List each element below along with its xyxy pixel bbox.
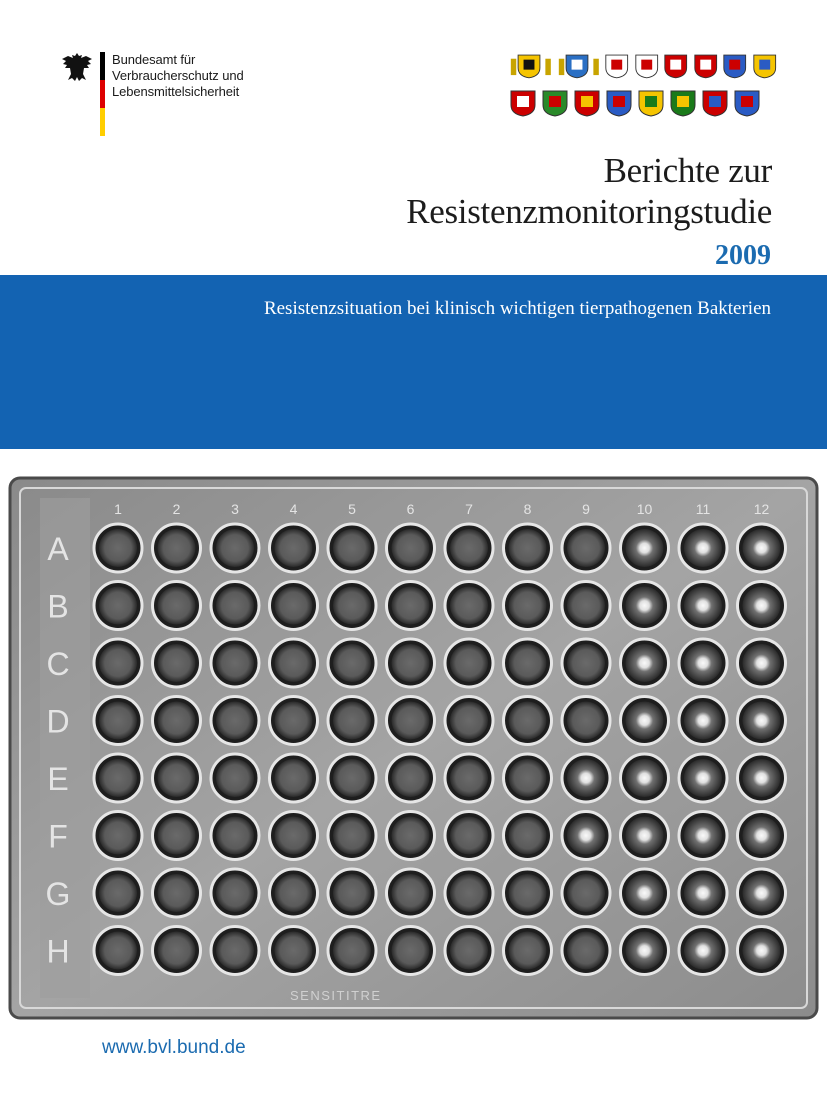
brandenburg-crest-icon xyxy=(634,52,659,80)
plate-well xyxy=(621,697,669,745)
plate-column-label: 4 xyxy=(289,501,298,517)
plate-well xyxy=(387,524,435,572)
plate-column-label: 9 xyxy=(582,501,590,517)
plate-well xyxy=(328,582,376,630)
sachsen-crest-icon xyxy=(637,89,665,117)
agency-name-line: Bundesamt für xyxy=(112,52,196,67)
plate-row-label: E xyxy=(47,761,69,797)
plate-well xyxy=(94,524,142,572)
plate-row-label: F xyxy=(48,818,68,855)
plate-well xyxy=(94,582,142,630)
plate-well xyxy=(211,927,259,975)
agency-name-line: Lebensmittelsicherheit xyxy=(112,84,240,99)
plate-well xyxy=(211,812,259,860)
plate-well xyxy=(211,639,259,687)
plate-well xyxy=(211,697,259,745)
plate-well xyxy=(621,927,669,975)
plate-well xyxy=(562,639,610,687)
plate-well xyxy=(738,697,786,745)
plate-well xyxy=(504,927,552,975)
plate-well xyxy=(738,582,786,630)
hamburg-crest-icon xyxy=(693,52,718,80)
report-subtitle: Resistenzsituation bei klinisch wichtigen tierpathogenen Bakterien xyxy=(263,298,771,319)
plate-well xyxy=(445,697,493,745)
plate-well xyxy=(94,812,142,860)
plate-well xyxy=(153,639,201,687)
plate-row-label: G xyxy=(45,876,71,912)
plate-well xyxy=(738,812,786,860)
plate-column-label: 10 xyxy=(636,501,653,517)
plate-well xyxy=(738,639,786,687)
plate-well xyxy=(445,639,493,687)
baden-wuerttemberg-crest-icon xyxy=(509,52,553,80)
plate-well xyxy=(679,582,727,630)
plate-well xyxy=(504,639,552,687)
plate-well xyxy=(270,927,318,975)
sachsen-anhalt-crest-icon xyxy=(669,89,697,117)
plate-well xyxy=(94,754,142,802)
plate-well xyxy=(445,927,493,975)
plate-well xyxy=(270,869,318,917)
microplate-svg xyxy=(0,470,827,1020)
plate-well xyxy=(211,869,259,917)
plate-well xyxy=(504,697,552,745)
bayern-crest-icon xyxy=(557,52,601,80)
plate-column-label: 7 xyxy=(465,501,473,517)
plate-row-label: H xyxy=(46,933,70,970)
report-year: 2009 xyxy=(715,240,771,271)
plate-well xyxy=(94,927,142,975)
plate-well xyxy=(387,927,435,975)
plate-well xyxy=(153,582,201,630)
plate-well xyxy=(679,754,727,802)
plate-column-label: 12 xyxy=(753,501,770,517)
plate-well xyxy=(738,524,786,572)
plate-well xyxy=(153,812,201,860)
plate-well xyxy=(270,582,318,630)
plate-column-label: 8 xyxy=(523,501,532,517)
plate-well xyxy=(679,639,727,687)
plate-well xyxy=(387,582,435,630)
plate-well xyxy=(445,869,493,917)
plate-well xyxy=(562,754,610,802)
mecklenburg-vorpommern-crest-icon xyxy=(752,52,777,80)
plate-well xyxy=(328,927,376,975)
plate-well xyxy=(211,524,259,572)
plate-column-label: 5 xyxy=(348,501,356,517)
plate-well xyxy=(679,869,727,917)
hessen-crest-icon xyxy=(722,52,747,80)
plate-well xyxy=(621,869,669,917)
plate-well xyxy=(621,524,669,572)
plate-well xyxy=(94,639,142,687)
plate-well xyxy=(679,927,727,975)
plate-row-label: A xyxy=(47,531,69,567)
plate-well xyxy=(445,524,493,572)
plate-well xyxy=(211,754,259,802)
plate-well xyxy=(328,697,376,745)
plate-well xyxy=(504,812,552,860)
crest-row xyxy=(509,52,777,80)
plate-column-label: 1 xyxy=(114,501,122,517)
plate-well xyxy=(153,869,201,917)
plate-well xyxy=(94,869,142,917)
plate-well xyxy=(679,697,727,745)
plate-well xyxy=(738,869,786,917)
title-line-1: Berichte zur xyxy=(603,151,772,190)
plate-well xyxy=(562,697,610,745)
berlin-crest-icon xyxy=(604,52,629,80)
plate-well xyxy=(738,927,786,975)
plate-column-label: 2 xyxy=(172,501,181,517)
plate-well xyxy=(153,754,201,802)
plate-row-label: C xyxy=(46,646,70,682)
website-link[interactable]: www.bvl.bund.de xyxy=(102,1037,246,1058)
plate-well xyxy=(270,697,318,745)
title-line-2: Resistenzmonitoringstudie xyxy=(406,192,772,231)
plate-well xyxy=(387,639,435,687)
plate-well xyxy=(94,697,142,745)
plate-well xyxy=(562,582,610,630)
plate-well xyxy=(562,927,610,975)
plate-well xyxy=(504,754,552,802)
plate-well xyxy=(621,754,669,802)
plate-well xyxy=(153,927,201,975)
plate-well xyxy=(621,582,669,630)
plate-well xyxy=(270,639,318,687)
plate-well xyxy=(328,754,376,802)
plate-brand-label: SENSITITRE xyxy=(290,988,382,1003)
plate-well xyxy=(738,754,786,802)
plate-well xyxy=(270,524,318,572)
plate-well xyxy=(270,812,318,860)
plate-well xyxy=(387,812,435,860)
plate-well xyxy=(445,754,493,802)
agency-name-line: Verbraucherschutz und xyxy=(112,68,244,83)
plate-well xyxy=(679,812,727,860)
bremen-crest-icon xyxy=(663,52,688,80)
microplate-image xyxy=(0,470,827,1020)
plate-well xyxy=(328,524,376,572)
plate-well xyxy=(445,582,493,630)
plate-column-label: 3 xyxy=(231,501,239,517)
state-crests xyxy=(509,52,777,126)
plate-well xyxy=(153,697,201,745)
crest-row xyxy=(509,89,777,117)
plate-well xyxy=(445,812,493,860)
plate-well xyxy=(387,869,435,917)
plate-well xyxy=(621,812,669,860)
report-title xyxy=(406,150,772,232)
plate-row-label: B xyxy=(47,588,69,625)
plate-well xyxy=(621,639,669,687)
plate-well xyxy=(562,869,610,917)
plate-row-label: D xyxy=(46,703,70,740)
rheinland-pfalz-crest-icon xyxy=(573,89,601,117)
plate-well xyxy=(504,869,552,917)
plate-well xyxy=(504,582,552,630)
thueringen-crest-icon xyxy=(733,89,761,117)
plate-well xyxy=(504,524,552,572)
saarland-crest-icon xyxy=(605,89,633,117)
plate-well xyxy=(211,582,259,630)
niedersachsen-crest-icon xyxy=(509,89,537,117)
plate-well xyxy=(387,697,435,745)
plate-well xyxy=(270,754,318,802)
plate-well xyxy=(153,524,201,572)
federal-eagle-icon xyxy=(60,50,94,84)
plate-well xyxy=(328,812,376,860)
plate-column-label: 6 xyxy=(406,501,415,517)
plate-well xyxy=(328,639,376,687)
plate-well xyxy=(562,524,610,572)
nordrhein-westfalen-crest-icon xyxy=(541,89,569,117)
agency-header xyxy=(60,50,310,140)
german-flag-stripe xyxy=(100,52,105,136)
agency-name xyxy=(112,52,244,100)
plate-column-label: 11 xyxy=(695,501,711,517)
plate-well xyxy=(679,524,727,572)
schleswig-holstein-crest-icon xyxy=(701,89,729,117)
plate-well xyxy=(387,754,435,802)
plate-well xyxy=(328,869,376,917)
plate-well xyxy=(562,812,610,860)
